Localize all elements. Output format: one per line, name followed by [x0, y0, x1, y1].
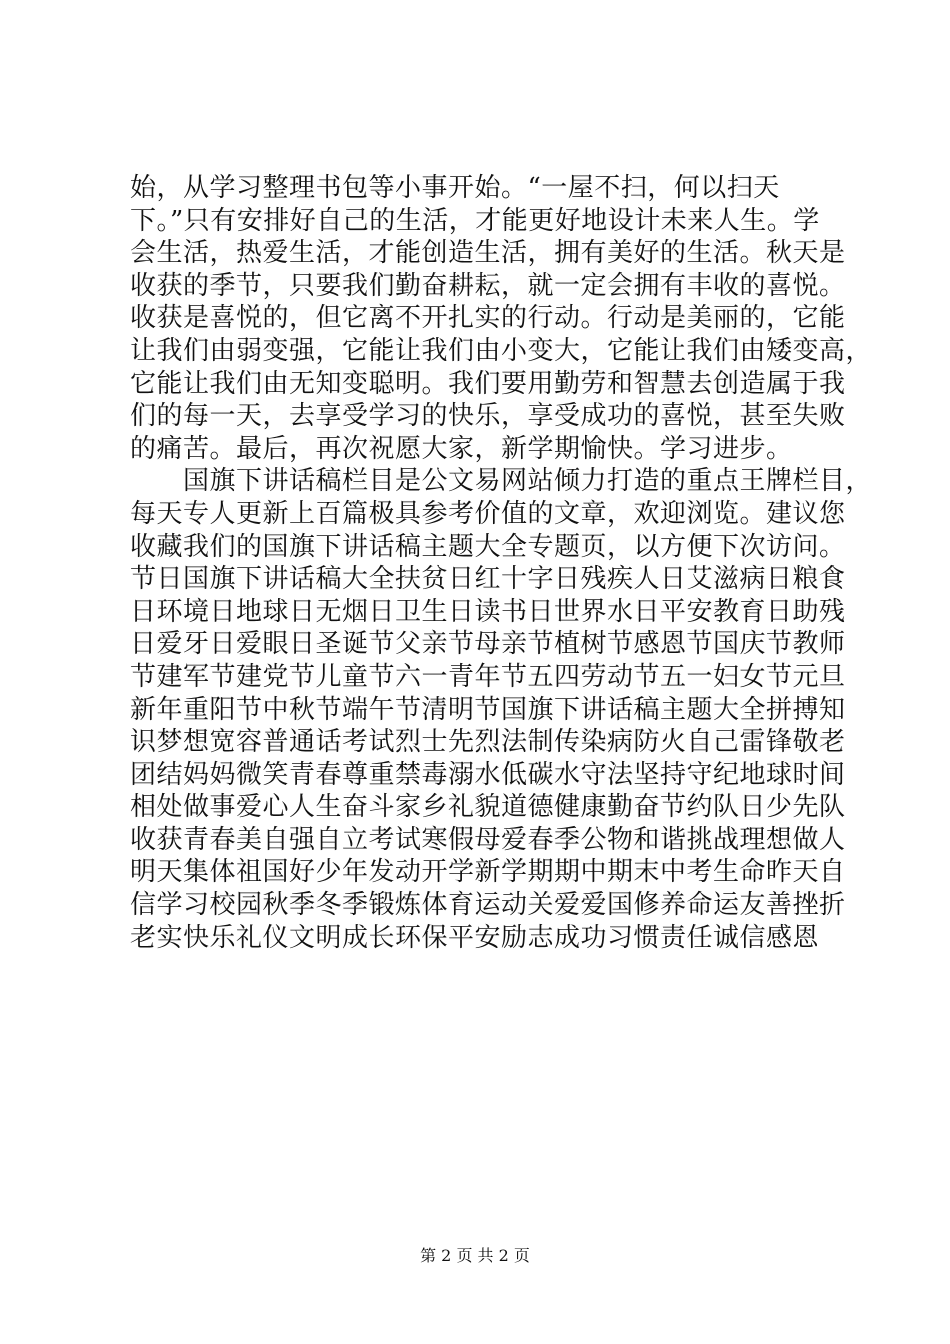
page-number-footer: 第 2 页 共 2 页 — [420, 1246, 530, 1265]
text-line: 节日国旗下讲话稿大全扶贫日红十字日残疾人日艾滋病日粮食 — [130, 564, 846, 595]
text-line: 国旗下讲话稿栏目是公文易网站倾力打造的重点王牌栏目， — [130, 466, 873, 497]
text-line: 日环境日地球日无烟日卫生日读书日世界水日平安教育日助残 — [130, 596, 846, 627]
text-line: 团结妈妈微笑青春尊重禁毒溺水低碳水守法坚持守纪地球时间 — [130, 759, 846, 790]
text-line: 节建军节建党节儿童节六一青年节五四劳动节五一妇女节元旦 — [130, 661, 846, 692]
text-line: 始，从学习整理书包等小事开始。“一屋不扫，何以扫天 — [130, 173, 780, 203]
text-line: 的痛苦。最后，再次祝愿大家，新学期愉快。学习进步。 — [130, 433, 793, 464]
text-line: 让我们由弱变强，它能让我们由小变大，它能让我们由矮变高， — [130, 335, 873, 366]
text-line: 收获的季节，只要我们勤奋耕耘，就一定会拥有丰收的喜悦。 — [130, 270, 846, 301]
text-line: 收获是喜悦的，但它离不开扎实的行动。行动是美丽的，它能 — [130, 303, 846, 334]
text-line: 下。”只有安排好自己的生活，才能更好地设计未来人生。学 — [130, 205, 820, 236]
text-line: 每天专人更新上百篇极具参考价值的文章，欢迎浏览。建议您 — [130, 498, 846, 529]
text-line: 它能让我们由无知变聪明。我们要用勤劳和智慧去创造属于我 — [130, 368, 846, 399]
text-line: 识梦想宽容普通话考试烈士先烈法制传染病防火自己雷锋敬老 — [130, 727, 846, 758]
text-line: 相处做事爱心人生奋斗家乡礼貌道德健康勤奋节约队日少先队 — [130, 792, 846, 823]
text-line: 日爱牙日爱眼日圣诞节父亲节母亲节植树节感恩节国庆节教师 — [130, 629, 846, 660]
text-line: 老实快乐礼仪文明成长环保平安励志成功习惯责任诚信感恩 — [130, 922, 820, 953]
text-line: 信学习校园秋季冬季锻炼体育运动关爱爱国修养命运友善挫折 — [130, 890, 846, 921]
text-line: 们的每一天，去享受学习的快乐，享受成功的喜悦，甚至失败 — [130, 401, 846, 432]
text-line: 明天集体祖国好少年发动开学新学期期中期末中考生命昨天自 — [130, 857, 846, 888]
body-text — [130, 172, 873, 954]
text-line: 收获青春美自强自立考试寒假母爱春季公物和谐挑战理想做人 — [130, 824, 846, 855]
text-line: 新年重阳节中秋节端午节清明节国旗下讲话稿主题大全拼搏知 — [130, 694, 846, 725]
text-line: 收藏我们的国旗下讲话稿主题大全专题页，以方便下次访问。 — [130, 531, 846, 562]
text-line: 会生活，热爱生活，才能创造生活，拥有美好的生活。秋天是 — [130, 238, 846, 269]
